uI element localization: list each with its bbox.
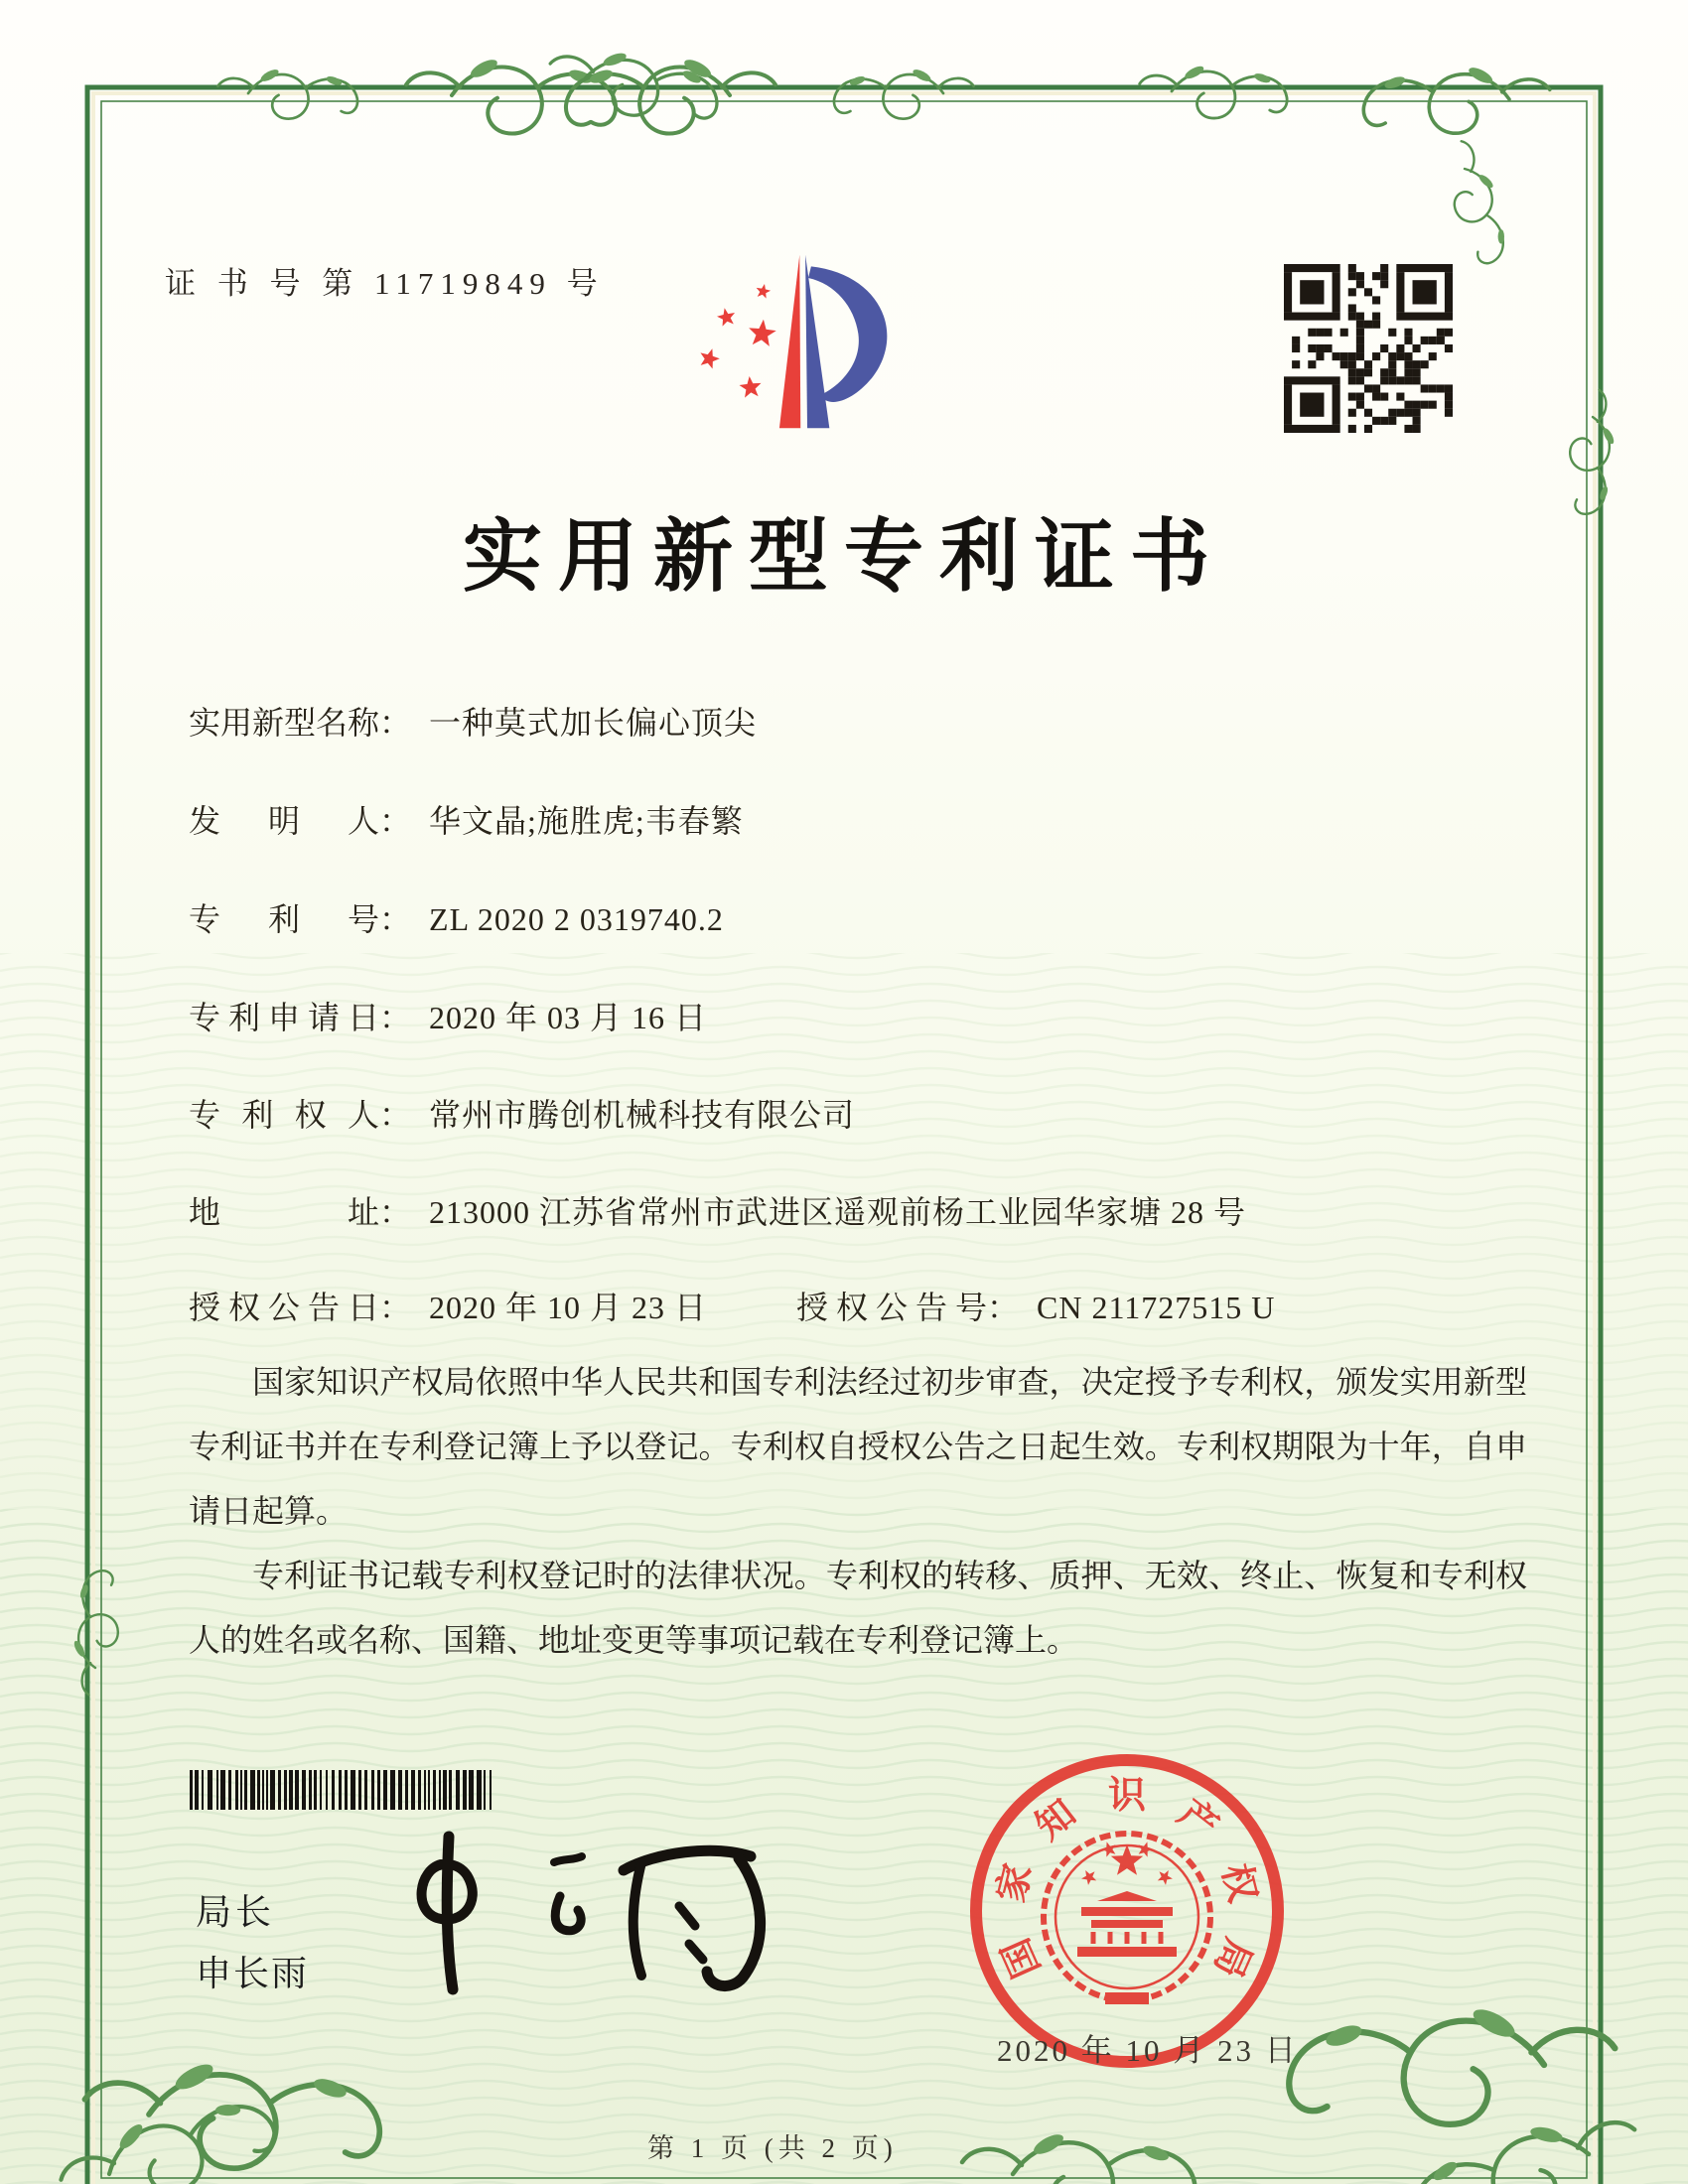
field-colon: ： xyxy=(379,1097,412,1133)
svg-text:局: 局 xyxy=(1205,1932,1259,1984)
field-colon: ： xyxy=(379,1290,412,1325)
seal-date: 2020 年 10 月 23 日 xyxy=(997,2033,1299,2068)
field-row-patent-number xyxy=(189,894,1539,938)
field-colon: ： xyxy=(379,803,412,839)
svg-text:知: 知 xyxy=(1028,1792,1084,1848)
field-row-name xyxy=(189,698,1539,742)
barcode-icon xyxy=(190,1770,497,1810)
legal-paragraph-1: 国家知识产权局依照中华人民共和国专利法经过初步审查，决定授予专利权，颁发实用新型专利证书并在专利登记簿上予以登记。专利权自授权公告之日起生效。专利权期限为十年，自申请日起算。 xyxy=(189,1364,1527,1529)
field-label-patentee: 专利权人 xyxy=(189,1097,379,1133)
svg-text:权: 权 xyxy=(1213,1859,1264,1907)
field-value-name: 一种莫式加长偏心顶尖 xyxy=(429,705,758,741)
field-label-patent-number: 专利号 xyxy=(189,901,379,937)
legal-paragraph-2: 专利证书记载专利权登记时的法律状况。专利权的转移、质押、无效、终止、恢复和专利权人的姓名或名称、国籍、地址变更等事项记载在专利登记簿上。 xyxy=(189,1558,1527,1658)
field-colon: ： xyxy=(379,1000,412,1035)
commissioner-name: 申长雨 xyxy=(196,1953,310,1993)
field-pair-grant-number xyxy=(796,1283,1275,1328)
field-value-patent-number: ZL 2020 2 0319740.2 xyxy=(429,901,724,937)
field-value-address: 213000 江苏省常州市武进区遥观前杨工业园华家塘 28 号 xyxy=(429,1194,1247,1230)
field-colon: ： xyxy=(987,1290,1020,1325)
field-value-patentee: 常州市腾创机械科技有限公司 xyxy=(429,1097,856,1133)
field-colon: ： xyxy=(379,705,412,741)
svg-text:识: 识 xyxy=(1107,1775,1147,1817)
field-value-grant-date: 2020 年 10 月 23 日 xyxy=(429,1290,708,1325)
field-label-filing-date: 专利申请日 xyxy=(189,1000,379,1035)
field-row-address xyxy=(189,1187,1539,1231)
field-row-inventor xyxy=(189,796,1539,840)
svg-text:产: 产 xyxy=(1170,1792,1226,1848)
field-label-name: 实用新型名称 xyxy=(189,705,380,741)
field-value-inventor: 华文晶;施胜虎;韦春繁 xyxy=(429,803,744,839)
legal-body-text xyxy=(189,1350,1527,1673)
field-value-grant-number: CN 211727515 U xyxy=(1037,1290,1276,1325)
svg-text:家: 家 xyxy=(990,1859,1041,1907)
certificate-title: 实用新型专利证书 xyxy=(463,514,1225,602)
svg-text:国: 国 xyxy=(995,1932,1049,1984)
handwritten-signature-icon xyxy=(385,1819,802,2007)
field-row-grant xyxy=(189,1283,1539,1326)
field-label-grant-number: 授权公告号 xyxy=(796,1290,987,1325)
field-label-grant-date: 授权公告日 xyxy=(189,1290,379,1325)
field-value-filing-date: 2020 年 03 月 16 日 xyxy=(429,1000,708,1035)
field-colon: ： xyxy=(379,901,412,937)
field-label-address: 地址 xyxy=(189,1194,379,1230)
field-label-inventor: 发明人 xyxy=(189,803,379,839)
commissioner-title: 局长 xyxy=(196,1891,276,1932)
cnipa-logo-icon xyxy=(683,244,933,439)
certificate-number: 证 书 号 第 11719849 号 xyxy=(165,266,605,301)
qr-code-icon xyxy=(1284,264,1453,433)
field-row-filing-date xyxy=(189,993,1539,1036)
field-colon: ： xyxy=(379,1194,412,1230)
page-number: 第 1 页 (共 2 页) xyxy=(647,2133,898,2163)
field-row-patentee xyxy=(189,1090,1539,1134)
